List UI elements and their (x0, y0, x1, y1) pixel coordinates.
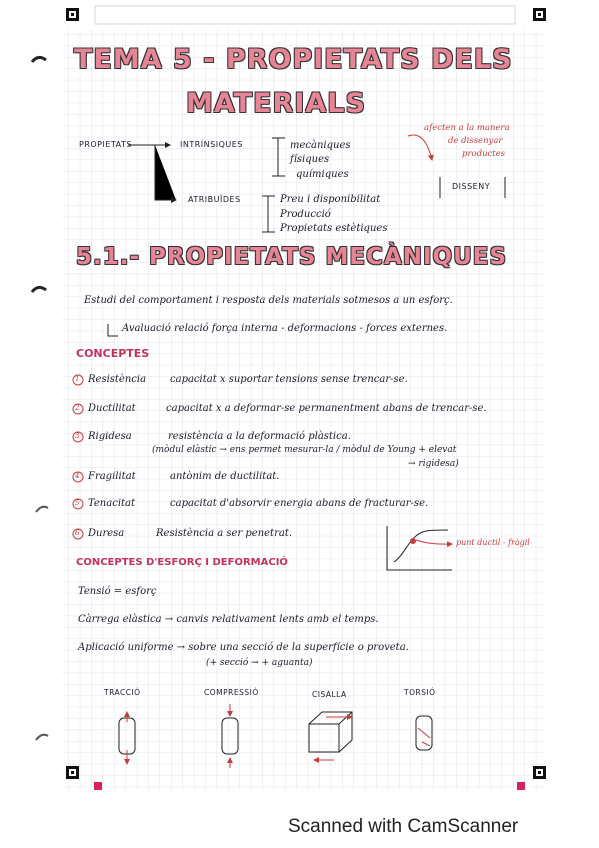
intr-item: físiques (290, 154, 330, 165)
intr-item: mecàniques (290, 140, 351, 151)
esforc-heading: CONCEPTES D'ESFORÇ I DEFORMACIÓ (76, 557, 288, 568)
page-title: TEMA 5 - PROPIETATS DELS (74, 44, 513, 75)
item-num: 2 (75, 404, 80, 412)
item-num: 4 (75, 472, 80, 480)
item-num: 6 (75, 529, 80, 537)
corner-marker-br-icon (533, 766, 546, 779)
binder-hole-icon (36, 735, 48, 740)
atr-item: Producció (280, 209, 331, 220)
corner-marker-tr-icon (533, 8, 546, 21)
carrega-text: Càrrega elàstica → canvis relativament lents amb el temps. (78, 614, 379, 625)
section-intro2: Avaluació relació força interna - deformacions - forces externes. (122, 323, 448, 334)
intr-item: químiques (296, 169, 349, 180)
item-num: 5 (75, 499, 80, 507)
type-traccio: TRACCIÓ (104, 688, 141, 697)
disseny-box: DISSENY (452, 182, 491, 191)
concept-term: Duresa (88, 528, 125, 539)
type-torsio: TORSIÓ (404, 688, 436, 697)
diagram-root: PROPIETATS (79, 140, 132, 149)
corner-marker-tl-icon (66, 8, 79, 21)
camscanner-footer: Scanned with CamScanner (288, 816, 519, 837)
tensio-text: Tensió = esforç (78, 586, 157, 597)
item-num: 1 (75, 375, 80, 383)
aplicacio-note: (+ secció → + aguanta) (206, 658, 313, 668)
concept-def: Resistència a ser penetrat. (156, 528, 293, 539)
concept-def: capacitat x a deformar-se permanentment abans de trencar-se. (166, 403, 487, 414)
diagram-atribuides: ATRIBUÏDES (188, 195, 241, 204)
atr-item: Preu i disponibilitat (280, 194, 381, 205)
binder-hole-icon (32, 57, 46, 62)
concept-term: Ductilitat (88, 403, 136, 414)
rigidesa-note: (mòdul elàstic → ens permet mesurar-la / mòdul de Young + elevat (152, 445, 457, 455)
note-line: productes (462, 149, 506, 159)
aplicacio-text: Aplicació uniforme → sobre una secció de la superfície o proveta. (78, 642, 409, 653)
diagram-intrinsiques: INTRÍNSIQUES (180, 140, 243, 149)
corner-marker-bl-icon (66, 766, 79, 779)
section-intro: Estudi del comportament i resposta dels materials sotmesos a un esforç. (84, 295, 453, 306)
page-title-line2: MATERIALS (186, 88, 366, 119)
pink-square-icon (94, 782, 102, 790)
concept-term: Resistència (88, 374, 147, 385)
conceptes-heading: CONCEPTES (76, 347, 150, 360)
section-title: 5.1.- PROPIETATS MECÀNIQUES (76, 244, 508, 270)
concept-def: antònim de ductilitat. (170, 471, 280, 482)
concept-def: resistència a la deformació plàstica. (168, 431, 351, 442)
concept-def: capacitat x suportar tensions sense trencar-se. (170, 374, 408, 385)
rigidesa-note2: → rigidesa) (408, 459, 459, 469)
note-line: de dissenyar (448, 136, 503, 146)
concept-term: Tenacitat (88, 498, 136, 509)
pink-square-icon (517, 782, 525, 790)
atr-item: Propietats estètiques (280, 223, 388, 234)
concept-term: Fragilitat (88, 471, 136, 482)
concept-def: capacitat d'absorvir energia abans de fracturar-se. (170, 498, 429, 509)
binder-hole-icon (32, 287, 46, 292)
item-num: 3 (75, 432, 80, 440)
note-line: afecten a la manera (424, 123, 510, 133)
concept-term: Rigidesa (88, 431, 132, 442)
type-cisalla: CISALLA (312, 690, 347, 699)
graph-label: punt dúctil - fràgil (456, 538, 530, 547)
binder-hole-icon (36, 507, 48, 512)
type-compressio: COMPRESSIÓ (204, 688, 259, 697)
